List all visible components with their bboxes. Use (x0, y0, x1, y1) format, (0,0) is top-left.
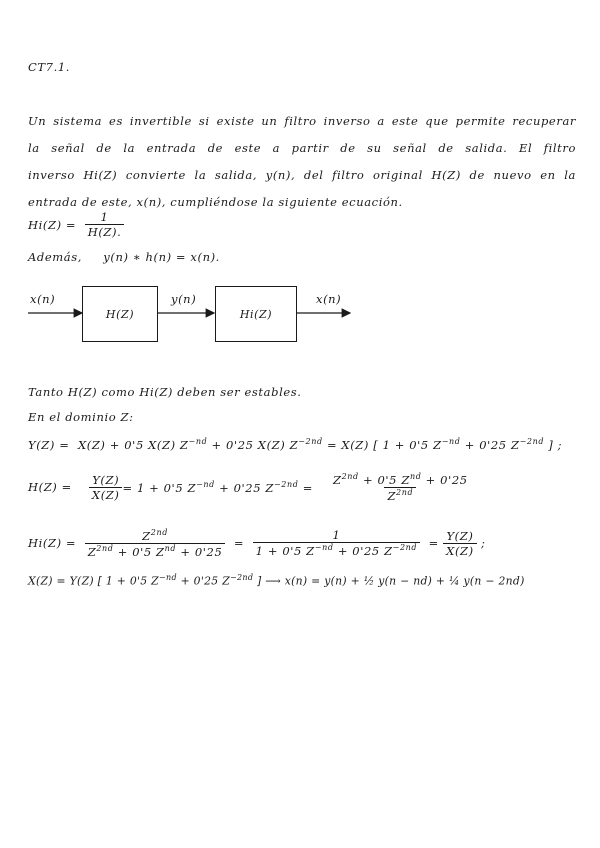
eq-hi-num: 1 (100, 210, 109, 224)
diagram-input-label: x(n) (30, 292, 56, 306)
convolution-equation: y(n) ∗ h(n) = x(n). (103, 250, 220, 264)
hiz-eq-sign: = (233, 536, 245, 551)
y-eq-exp: −nd (188, 437, 208, 446)
h-block-label: H(Z) (105, 307, 135, 321)
hiz-f3-num: Y(Z) (446, 528, 474, 543)
h-eq-f2-exp: 2nd (341, 472, 359, 481)
h-eq-fraction-1 (89, 473, 123, 502)
hiz-f1-den-c: + 0'25 (176, 544, 223, 559)
y-eq-part: ] ; (544, 437, 563, 452)
hiz-f1-den-exp: nd (164, 543, 177, 553)
h-equation (28, 472, 471, 503)
ademas-label: Además, (28, 250, 82, 264)
x-eq-c: ] ⟶ x(n) = y(n) + ½ y(n − nd) + ¼ y(n − 2nd) (253, 574, 525, 588)
hiz-eq-tail: ; (481, 536, 486, 551)
eq-hi-lhs: Hi(Z) = (28, 217, 77, 232)
y-eq-part: + 0'25 Z (460, 437, 520, 452)
x-eq-exp: −nd (158, 573, 177, 582)
hiz-f2-num: 1 (332, 528, 341, 543)
domain-statement: En el dominio Z: (28, 410, 134, 424)
y-eq-lhs: Y(Z) = (28, 437, 70, 452)
y-eq-exp: −nd (441, 437, 461, 446)
x-eq-b: + 0'25 Z (176, 574, 230, 588)
hiz-f2-den-exp: −2nd (392, 543, 418, 553)
h-eq-mid-c: = (298, 480, 313, 495)
y-eq-part: X(Z) + 0'5 X(Z) Z (77, 437, 189, 452)
h-eq-f2-den (384, 487, 416, 503)
hiz-f2-den-a: 1 + 0'5 Z (255, 544, 315, 559)
h-eq-middle (122, 480, 312, 495)
h-eq-lhs: H(Z) = (28, 480, 72, 495)
hiz-f1-num (139, 528, 171, 543)
diagram-output-label: x(n) (316, 292, 342, 306)
y-eq-exp: −2nd (519, 437, 545, 446)
hiz-f3-den: X(Z) (443, 543, 477, 558)
paragraph-line: entrada de este, x(n), cumpliéndose la siguiente ecuación. (28, 195, 403, 209)
hiz-eq-fraction-3 (443, 529, 477, 558)
h-eq-mid-a: = 1 + 0'5 Z (122, 480, 197, 495)
eq-hi-den: H(Z). (85, 224, 125, 239)
paragraph-line: la señal de la entrada de este a partir de su señal de salida. El filtro (28, 141, 576, 155)
h-eq-f2-num-a: Z (332, 472, 342, 487)
y-eq-part: = X(Z) [ 1 + 0'5 Z (322, 437, 442, 452)
h-eq-fraction-2 (330, 472, 471, 503)
hiz-f1-den-exp: 2nd (96, 543, 114, 553)
h-eq-f1-num: Y(Z) (92, 472, 120, 487)
hiz-f1-den-a: Z (87, 544, 97, 559)
y-eq-part: + 0'25 X(Z) Z (207, 437, 299, 452)
hiz-f1-den-b: + 0'5 Z (113, 544, 165, 559)
hiz-f1-num-a: Z (142, 528, 151, 543)
hi-block-label: Hi(Z) (239, 307, 273, 321)
hiz-f2-den (253, 542, 420, 558)
h-eq-f1-den: X(Z) (89, 487, 123, 502)
h-eq-f2-num-b: + 0'5 Z (358, 472, 410, 487)
hiz-eq-fraction-1 (85, 528, 226, 559)
h-eq-f2-den-exp: 2nd (396, 487, 414, 497)
diagram-middle-label: y(n) (171, 292, 197, 306)
hiz-f2-den-b: + 0'25 Z (333, 544, 393, 559)
hiz-eq-sign: = (428, 536, 439, 551)
y-eq-exp: −2nd (298, 437, 323, 446)
h-block (82, 286, 158, 342)
h-eq-mid-b: + 0'25 Z (214, 480, 274, 495)
h-eq-f2-num (330, 472, 471, 487)
x-equation (28, 573, 525, 588)
h-eq-f2-exp: nd (409, 472, 422, 481)
h-eq-f2-den-a: Z (387, 488, 397, 503)
hi-block (215, 286, 297, 342)
hiz-f2-den-exp: −nd (314, 543, 334, 553)
hiz-f1-den (85, 543, 226, 559)
x-eq-a: X(Z) = Y(Z) [ 1 + 0'5 Z (28, 574, 159, 588)
x-eq-exp: −2nd (230, 573, 254, 582)
paragraph-line: Un sistema es invertible si existe un filtro inverso a este que permite recuperar (28, 114, 576, 128)
stability-statement: Tanto H(Z) como Hi(Z) deben ser estables. (28, 385, 302, 399)
y-equation (28, 437, 562, 452)
h-eq-mid-exp: −2nd (273, 479, 299, 489)
hiz-equation (28, 528, 485, 559)
hiz-f1-num-exp: 2nd (150, 528, 168, 537)
page-heading: CT7.1. (28, 60, 71, 74)
hiz-eq-lhs: Hi(Z) = (28, 536, 77, 551)
h-eq-mid-exp: −nd (196, 479, 215, 489)
h-eq-f2-num-c: + 0'25 (421, 472, 468, 487)
hiz-eq-fraction-2 (253, 528, 420, 558)
paragraph-line: inverso Hi(Z) convierte la salida, y(n), del filtro original H(Z) de nuevo en la (28, 168, 576, 182)
